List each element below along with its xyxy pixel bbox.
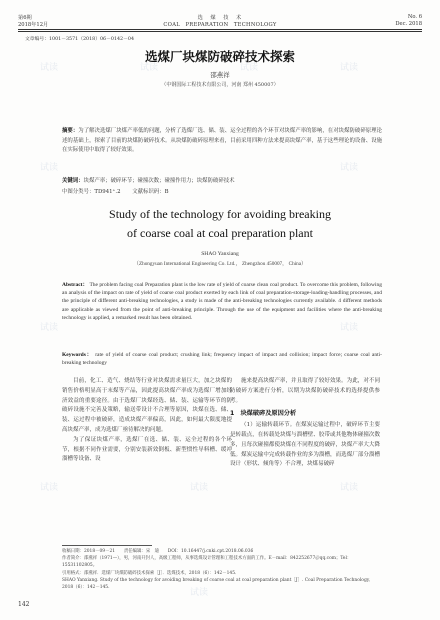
footnote-citation-en: SHAO Yanxiang. Study of the technology for avoiding breaking of coarse coal at coal preparation plant［J］. Coal Preparation Technology, 2018（6）：142－145. xyxy=(62,577,371,591)
page-number: 142 xyxy=(18,601,30,608)
body-paragraph: 为了保证块煤产率，选煤厂在选、储、装、运全过程的各个环节，根据不同作业需要，分别安装新效倒板、新型惯性导料槽、缓冲溜槽等设备、设 xyxy=(62,436,232,463)
document-code: 文献标识码：B xyxy=(132,189,169,195)
abstract-chinese xyxy=(62,127,382,156)
watermark: 试读 xyxy=(40,63,59,73)
footnotes xyxy=(62,548,382,591)
watermark: 试读 xyxy=(40,163,59,173)
keywords-text-en: rate of yield of coarse coal product; crushing link; frequency impact of impact and collision; impact force; coarse coal anti-breaking technology xyxy=(62,352,383,367)
watermark: 试读 xyxy=(340,63,359,73)
journal-name-en: COAL PREPARATION TECHNOLOGY xyxy=(163,22,277,28)
keywords-label-cn: 关键词： xyxy=(62,178,84,184)
footnote-author-bio: 作者简介：邵燕祥（1971—），男，河南开封人，高级工程师，从事选煤设计管理和工程技术方面的工作。E－mail：842252677＠qq.com；Tel：15531102805。 xyxy=(62,556,352,569)
body-paragraph: 施来提高块煤产率，并且取得了较好效果。为此，对不同防破碎方案进行分析，以期为块煤防破碎技术的选择提供参考。 xyxy=(230,378,380,404)
author-english: SHAO Yanxiang xyxy=(201,251,239,257)
footnote-rule xyxy=(62,545,152,546)
keywords-label-en: Keywords： xyxy=(62,352,93,358)
article-number: 文章编号：1001－3571（2018）06－0142－04 xyxy=(25,37,135,42)
issue-date-cn: 2018年12月 xyxy=(18,22,49,28)
title-chinese: 选煤厂块煤防破碎技术探索 xyxy=(144,49,295,64)
watermark: 试读 xyxy=(140,63,159,73)
watermark: 试读 xyxy=(190,588,209,598)
abstract-text-cn: 为了解决选煤厂块煤产率低的问题，分析了选煤厂选、储、装、运全过程的各个环节对块煤产率的影响，在对块煤防破碎原理论述的基础上，探索了目前的块煤防破碎技术。从块煤防破碎原理来看，目前采用四种方法来提高块煤产率，基于这些理论的设备、设施在实际使用中取得了较好效果。 xyxy=(62,128,382,154)
issue-date-en: Dec. 2018 xyxy=(395,21,422,27)
classification-info xyxy=(62,187,382,195)
abstract-label-en: Abstract： xyxy=(62,282,89,288)
affiliation-english: （Zhongyuan International Engineering Co. Ltd.， Zhengzhou 450007， China） xyxy=(133,261,307,267)
header-rule-thin xyxy=(18,31,422,32)
body-paragraph: 目前，化工、造气、烧结等行业对块煤需求量巨大，加之块煤的销售价格明显高于末煤等产品，因此提高块煤产率成为选煤厂增加经济效益的重要途径。由于选煤厂块煤经选、储、装、运输等环节的防破碎设施不完善及策略，输送带设计不合理等原因，块煤在选、储、装、运过程中被破碎，造成块煤产率偏高，因此，如何最大限度地提高块煤产率，成为选煤厂亟待解决的问题。 xyxy=(62,378,232,433)
keywords-chinese xyxy=(62,177,382,186)
title-english-line2: of coarse coal at coal preparation plant xyxy=(127,226,313,240)
abstract-text-en: The problem facing coal Preparation plant is the low rate of yield of coarse clean coal product. To overcome this problem, following an analysis of the impact on rate of yield of coarse coal product exerted by each link of coal preparation-storage-loading-handling processes, and the principle of different anti-breaking technologies, a study is made of the anti-breaking technologies currently available. 4 different methods are applicable as viewed from the point of anti-breaking principle. Through the use of the equipment and facilities where the anti-breaking technology is applied, a remarked result has been obtained. xyxy=(62,282,383,321)
keywords-english xyxy=(62,351,382,367)
watermark: 试读 xyxy=(240,63,259,73)
watermark: 试读 xyxy=(340,323,359,333)
affiliation-chinese: （中钢国际工程技术有限公司，河南 郑州 450007） xyxy=(161,82,279,88)
issue-number-cn: 第6期 xyxy=(18,15,32,21)
body-column-left xyxy=(62,377,232,465)
watermark: 试读 xyxy=(40,483,59,493)
body-column-right xyxy=(230,377,380,470)
watermark: 试读 xyxy=(340,163,359,173)
title-english-line1: Study of the technology for avoiding breaking xyxy=(109,207,331,221)
abstract-label-cn: 摘要： xyxy=(62,128,79,134)
running-header-bottom xyxy=(18,21,422,29)
issue-number-en: No. 6 xyxy=(407,14,422,20)
clc-number: 中图分类号：TD941⁺.2 xyxy=(62,189,121,195)
watermark: 试读 xyxy=(340,483,359,493)
abstract-english xyxy=(62,281,382,322)
author-chinese: 邵燕祥 xyxy=(210,71,230,79)
journal-name-cn: 选 煤 技 术 xyxy=(197,15,243,21)
footnote-citation-cn: 引用格式：邵燕祥．选煤厂块煤防破碎技术探索［J］．选煤技术，2018（6）：142－145． xyxy=(62,570,240,576)
title-english xyxy=(0,205,440,243)
body-paragraph: （1）运输转载环节。在煤炭运输过程中，破碎环节主要是转载点，在转载处块煤与溜槽壁、胶带或其他物体碰撞次数多，且每次碰撞都使块煤在不同程度的破碎，块煤产率大大降低。煤炭运输中完成转载作业的多为溜槽，而选煤厂部分溜槽设计（形状、倾角等）不合理，块煤易破碎 xyxy=(230,422,380,468)
watermark: 试读 xyxy=(40,323,59,333)
keywords-text-cn: 块煤产率；破碎环节；碰撞次数；碰撞作用力；块煤防破碎技术 xyxy=(83,178,235,184)
footnote-received: 收稿日期：2018－09－21 责任编辑：宋 迪 DOI：10.16447/j.cnki.cpt.2018.06.036 xyxy=(62,549,254,554)
section-heading: 1 块煤破碎及原因分析 xyxy=(230,410,297,418)
watermark: 试读 xyxy=(190,483,209,493)
